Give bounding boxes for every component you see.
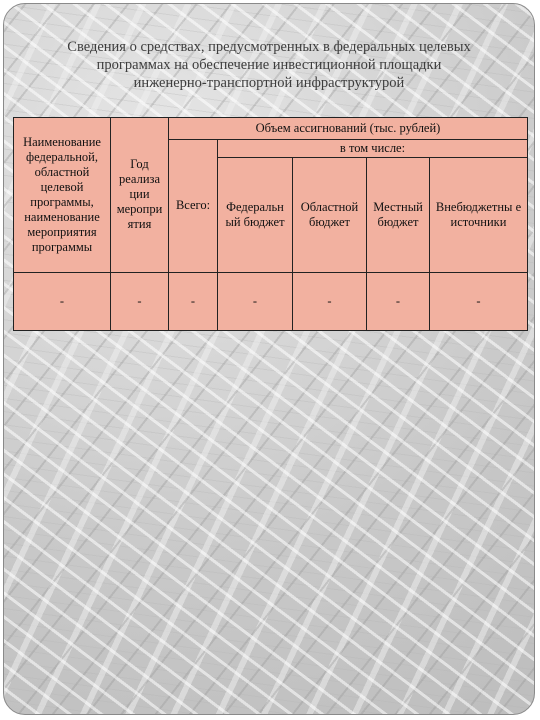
cell-local: - xyxy=(367,272,430,330)
slide xyxy=(3,3,535,715)
cell-year: - xyxy=(111,272,169,330)
header-extrabudgetary: Внебюджетны е источники xyxy=(430,158,528,273)
cell-regional: - xyxy=(293,272,367,330)
slide-title xyxy=(34,38,504,92)
table-row xyxy=(14,272,528,330)
header-program-name: Наименование федеральной, областной целевой программы, наименование мероприятия программы xyxy=(14,118,111,273)
cell-program-name: - xyxy=(14,272,111,330)
header-year: Год реализа ции меропри ятия xyxy=(111,118,169,273)
header-allocations: Объем ассигнований (тыс. рублей) xyxy=(169,118,528,140)
header-total: Всего: xyxy=(169,140,218,273)
header-federal-budget: Федеральн ый бюджет xyxy=(218,158,293,273)
header-local-budget: Местный бюджет xyxy=(367,158,430,273)
title-line: инженерно-транспортной инфраструктурой xyxy=(133,75,405,91)
title-line: программах на обеспечение инвестиционной площадки xyxy=(96,57,442,73)
allocations-table xyxy=(13,117,528,331)
title-line: Сведения о средствах, предусмотренных в федеральных целевых xyxy=(67,39,471,55)
cell-federal: - xyxy=(218,272,293,330)
cell-extrabudgetary: - xyxy=(430,272,528,330)
cell-total: - xyxy=(169,272,218,330)
header-regional-budget: Областной бюджет xyxy=(293,158,367,273)
header-including: в том числе: xyxy=(218,140,528,158)
